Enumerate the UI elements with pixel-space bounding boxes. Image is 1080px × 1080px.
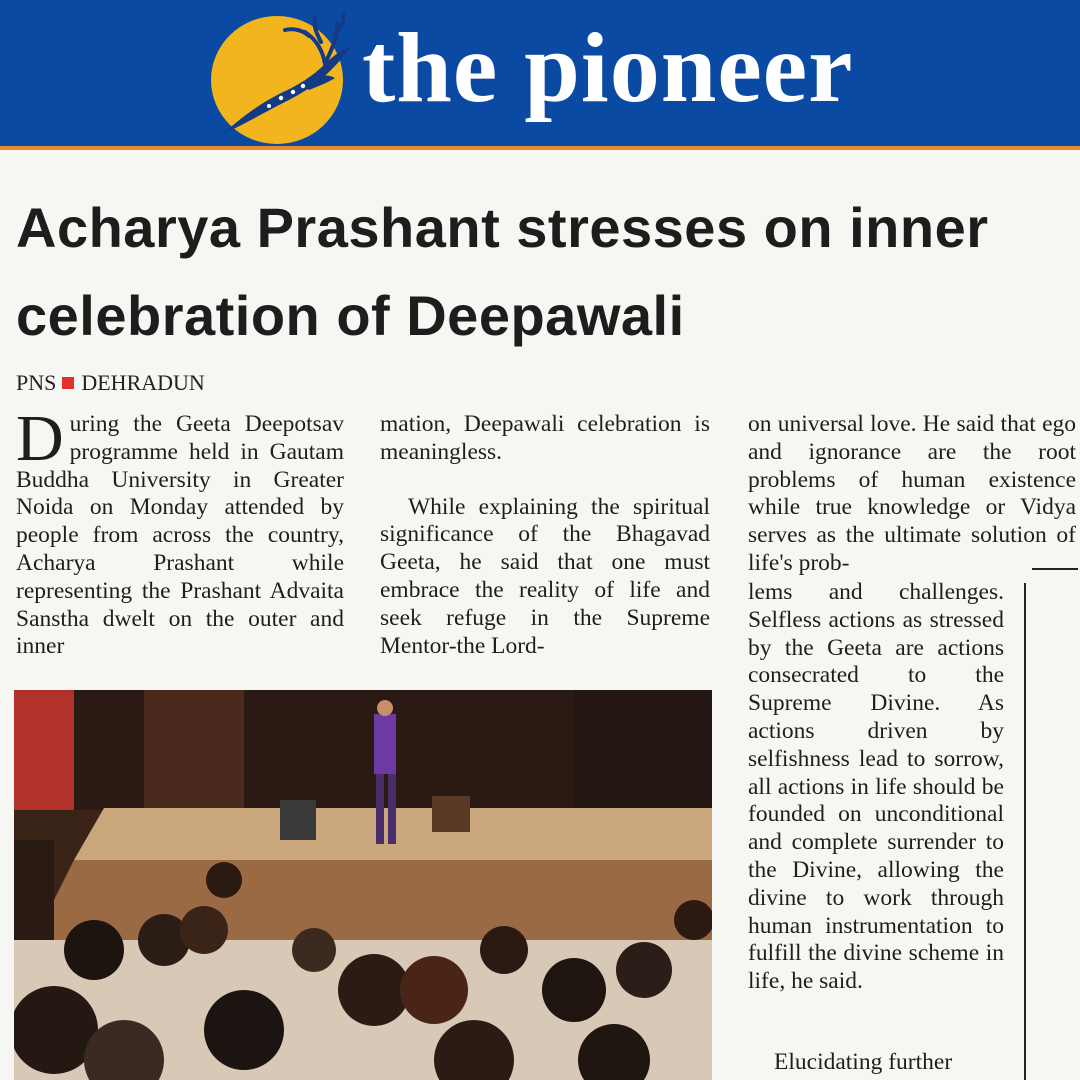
drop-cap: D [16, 402, 64, 475]
article-column-1 [16, 402, 344, 661]
article-headline: Acharya Prashant stresses on inner celebration of Deepawali [16, 196, 989, 347]
dateline [16, 370, 205, 396]
dateline-separator [62, 377, 74, 389]
column-3-tail-text: Elucidating further [774, 1049, 953, 1075]
article-column-3-continuation [748, 1049, 1004, 1077]
masthead-brand: the pioneer [362, 12, 854, 123]
article-column-3 [748, 411, 1076, 578]
masthead [0, 0, 1080, 150]
speaker-figure [374, 714, 396, 774]
article-photo [14, 690, 712, 1080]
sidebar-box-left-rule [1024, 583, 1026, 1080]
column-2-paragraph-2: While explaining the spiritual significance of the Bhagavad Geeta, he said that one must embrace the reality of life and seek refuge in the Supreme Mentor-the Lord- [380, 493, 710, 659]
dateline-location: DEHRADUN [81, 370, 205, 395]
byline: PNS [16, 370, 57, 395]
article-column-3-lower [748, 579, 1004, 996]
column-1-text: uring the Geeta Deepotsav programme held in Gautam Buddha University in Greater Noida on Monday attended by people from across the country, Acharya Prashant while representing the Prashant Advaita Sanstha dwelt on the outer and inner [16, 411, 344, 660]
masthead-rule [0, 146, 1080, 150]
column-3-upper-text: on universal love. He said that ego and ignorance are the root problems of human existence while true knowledge or Vidya serves as the ultimate solution of life's prob- [748, 411, 1076, 576]
column-2-paragraph-1: mation, Deepawali celebration is meaningless. [380, 411, 710, 465]
deer-logo-icon [205, 6, 355, 146]
sidebar-box-top-rule [1032, 568, 1078, 570]
column-3-lower-text: lems and challenges. Selfless actions as stressed by the Geeta are actions consecrated to the Supreme Divine. As actions driven by selfishness lead to sorrow, all actions in life should be founded on unconditional and complete surrender to the Divine, allowing the divine to work through human instrumentation to fulfill the divine scheme in life, he said. [748, 579, 1004, 995]
article-column-2 [380, 411, 710, 660]
